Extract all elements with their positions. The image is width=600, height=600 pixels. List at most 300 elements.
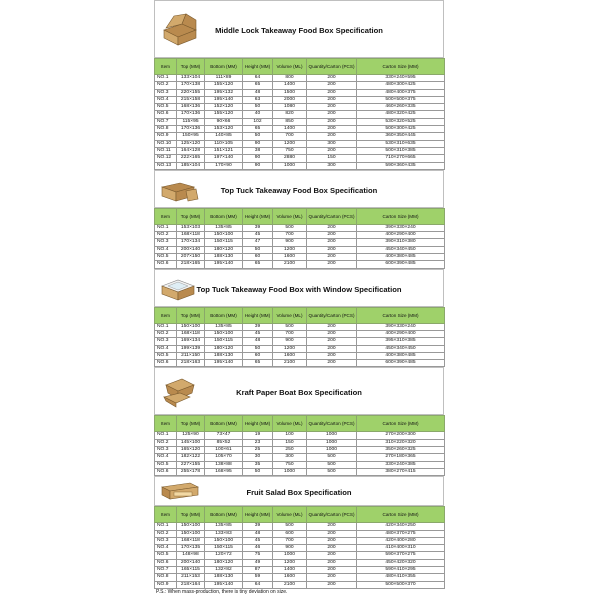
table-cell: 200: [307, 523, 357, 530]
table-cell: 350×260×325: [357, 447, 445, 454]
table-cell: 65: [243, 261, 273, 268]
table-row: [155, 468, 445, 475]
table-cell: NO.3: [155, 338, 177, 345]
table-row: [155, 82, 445, 89]
table-row: [155, 239, 445, 246]
table-cell: NO.4: [155, 246, 177, 253]
section-title: Kraft Paper Boat Box Specification: [236, 388, 362, 398]
table-cell: 115×95: [177, 118, 205, 125]
table-cell: 168×118: [177, 537, 205, 544]
column-header: Item: [155, 59, 177, 75]
table-cell: 39: [243, 224, 273, 231]
table-cell: 1600: [273, 254, 307, 261]
table-cell: 168×136: [177, 104, 205, 111]
table-header-row: [155, 208, 445, 224]
table-cell: NO.3: [155, 239, 177, 246]
table-header-row: [155, 307, 445, 323]
table-cell: 150×100: [205, 537, 243, 544]
table-cell: 195×140: [205, 261, 243, 268]
column-header: Height (MM): [243, 208, 273, 224]
table-cell: NO.5: [155, 254, 177, 261]
column-header: Top (MM): [177, 208, 205, 224]
table-cell: 500×300×425: [357, 126, 445, 133]
table-cell: 200: [307, 126, 357, 133]
table-cell: 38: [243, 147, 273, 154]
table-cell: 200×140: [177, 246, 205, 253]
table-cell: NO.9: [155, 581, 177, 588]
table-cell: 500: [273, 224, 307, 231]
table-cell: 100×61: [205, 447, 243, 454]
table-cell: 135×85: [205, 323, 243, 330]
table-cell: 185×104: [177, 162, 205, 169]
column-header: Height (MM): [243, 416, 273, 432]
table-cell: 850: [273, 118, 307, 125]
table-cell: NO.6: [155, 111, 177, 118]
spec-table: [154, 506, 445, 589]
column-header: Top (MM): [177, 507, 205, 523]
window-box-section: [154, 269, 444, 368]
table-row: [155, 254, 445, 261]
table-cell: 150: [273, 439, 307, 446]
section-header: [154, 269, 444, 307]
table-cell: 182×122: [177, 454, 205, 461]
column-header: Quantity/Carton (PCS): [307, 307, 357, 323]
table-cell: 400×290×400: [357, 232, 445, 239]
table-cell: 227×155: [177, 461, 205, 468]
table-cell: 2100: [273, 581, 307, 588]
table-cell: 590×360×435: [357, 162, 445, 169]
table-cell: NO.6: [155, 559, 177, 566]
column-header: Volume (ML): [273, 507, 307, 523]
specification-sheet: [154, 0, 444, 600]
table-cell: 150×100: [205, 330, 243, 337]
table-cell: 200: [307, 89, 357, 96]
table-cell: 300: [307, 162, 357, 169]
table-cell: NO.3: [155, 89, 177, 96]
table-row: [155, 574, 445, 581]
table-cell: 400×380×485: [357, 254, 445, 261]
table-cell: 390×330×240: [357, 323, 445, 330]
column-header: Carton Size (MM): [357, 59, 445, 75]
table-cell: 200: [307, 133, 357, 140]
table-cell: 63: [243, 96, 273, 103]
table-row: [155, 545, 445, 552]
table-cell: 45: [243, 232, 273, 239]
table-cell: 700: [273, 330, 307, 337]
table-cell: 380×270×415: [357, 468, 445, 475]
table-cell: 153×103: [177, 224, 205, 231]
column-header: Item: [155, 507, 177, 523]
table-cell: 270×180×365: [357, 454, 445, 461]
table-cell: 200: [307, 96, 357, 103]
table-row: [155, 147, 445, 154]
table-cell: 590×370×275: [357, 552, 445, 559]
table-row: [155, 126, 445, 133]
column-header: Bottom (MM): [205, 208, 243, 224]
table-cell: 200×140: [177, 559, 205, 566]
table-cell: 900: [273, 545, 307, 552]
table-cell: 1000: [307, 439, 357, 446]
table-row: [155, 338, 445, 345]
table-cell: 1600: [273, 574, 307, 581]
table-cell: 50: [243, 104, 273, 111]
table-cell: 395×310×385: [357, 338, 445, 345]
table-cell: NO.5: [155, 352, 177, 359]
table-cell: 168×95: [205, 468, 243, 475]
table-cell: 50: [243, 345, 273, 352]
middle-lock-section: [154, 0, 444, 170]
table-cell: 360×350×445: [357, 133, 445, 140]
table-cell: NO.12: [155, 155, 177, 162]
section-title: Middle Lock Takeaway Food Box Specification: [215, 26, 383, 35]
table-cell: 39: [243, 323, 273, 330]
table-row: [155, 454, 445, 461]
column-header: Item: [155, 208, 177, 224]
table-cell: 1080: [273, 104, 307, 111]
boat-box-section: [154, 367, 444, 476]
table-cell: 59: [243, 574, 273, 581]
table-cell: 200: [307, 147, 357, 154]
table-cell: 390×330×240: [357, 224, 445, 231]
column-header: Carton Size (MM): [357, 208, 445, 224]
column-header: Top (MM): [177, 416, 205, 432]
table-cell: 45: [243, 330, 273, 337]
table-cell: NO.7: [155, 566, 177, 573]
table-cell: 133×83: [205, 530, 243, 537]
table-cell: 900: [273, 239, 307, 246]
table-cell: 200: [307, 111, 357, 118]
table-cell: 188×130: [205, 574, 243, 581]
table-cell: 211×153: [177, 574, 205, 581]
table-row: [155, 523, 445, 530]
table-cell: 1400: [273, 82, 307, 89]
table-cell: 500×500×375: [357, 96, 445, 103]
table-cell: 200: [307, 232, 357, 239]
column-header: Item: [155, 307, 177, 323]
table-cell: 1500: [273, 89, 307, 96]
table-row: [155, 552, 445, 559]
table-cell: 750: [273, 147, 307, 154]
table-cell: 200: [307, 537, 357, 544]
table-cell: 145×100: [177, 439, 205, 446]
table-cell: 900: [273, 338, 307, 345]
table-cell: 102: [243, 118, 273, 125]
table-cell: 40: [243, 111, 273, 118]
table-row: [155, 559, 445, 566]
table-cell: 155×120: [205, 82, 243, 89]
section-header: [154, 0, 444, 58]
column-header: Height (MM): [243, 307, 273, 323]
column-header: Volume (ML): [273, 59, 307, 75]
table-body: [155, 432, 445, 476]
table-cell: 200: [307, 323, 357, 330]
table-cell: 200: [307, 118, 357, 125]
table-cell: 1000: [273, 162, 307, 169]
table-cell: 270×200×300: [357, 432, 445, 439]
table-cell: 45: [243, 537, 273, 544]
table-cell: 200: [307, 545, 357, 552]
table-cell: 25: [243, 447, 273, 454]
table-cell: 530×310×635: [357, 140, 445, 147]
table-cell: 200: [307, 530, 357, 537]
table-cell: 73×47: [205, 432, 243, 439]
table-cell: 125×120: [177, 140, 205, 147]
table-cell: 200: [307, 239, 357, 246]
table-cell: 135×85: [205, 523, 243, 530]
table-cell: 150×100: [205, 232, 243, 239]
table-cell: NO.9: [155, 133, 177, 140]
table-cell: 30: [243, 454, 273, 461]
section-title: Fruit Salad Box Specification: [246, 488, 352, 498]
column-header: Bottom (MM): [205, 59, 243, 75]
table-cell: 200: [307, 574, 357, 581]
table-cell: 200: [307, 360, 357, 367]
table-row: [155, 118, 445, 125]
spec-table: [154, 208, 445, 269]
table-row: [155, 566, 445, 573]
table-cell: 480×370×275: [357, 530, 445, 537]
section-header: [154, 170, 444, 208]
table-cell: 151×121: [205, 147, 243, 154]
table-cell: 48: [243, 338, 273, 345]
spec-table: [154, 307, 445, 368]
table-cell: 165×115: [177, 566, 205, 573]
section-title: Top Tuck Takeaway Food Box Specification: [220, 185, 378, 195]
table-cell: 170×138: [177, 82, 205, 89]
table-cell: 2000: [273, 96, 307, 103]
table-cell: 1600: [273, 352, 307, 359]
table-cell: 600×390×485: [357, 360, 445, 367]
table-cell: 168×118: [177, 330, 205, 337]
table-row: [155, 261, 445, 268]
table-cell: 164×128: [177, 147, 205, 154]
column-header: Quantity/Carton (PCS): [307, 416, 357, 432]
column-header: Height (MM): [243, 507, 273, 523]
table-header-row: [155, 416, 445, 432]
table-cell: 195×140: [205, 96, 243, 103]
table-cell: 215×158: [177, 96, 205, 103]
table-cell: 400×380×485: [357, 352, 445, 359]
table-cell: 49: [243, 559, 273, 566]
table-cell: 150×100: [177, 323, 205, 330]
table-cell: NO.6: [155, 468, 177, 475]
table-cell: 46: [243, 545, 273, 552]
table-cell: 590×410×295: [357, 566, 445, 573]
table-cell: 500: [273, 523, 307, 530]
table-cell: 195×132: [205, 89, 243, 96]
table-cell: 90: [243, 155, 273, 162]
table-cell: 90: [243, 140, 273, 147]
table-cell: NO.2: [155, 330, 177, 337]
table-cell: 110×105: [205, 140, 243, 147]
table-cell: 111×89: [205, 75, 243, 82]
table-cell: NO.3: [155, 537, 177, 544]
table-row: [155, 447, 445, 454]
column-header: Height (MM): [243, 59, 273, 75]
table-cell: 148×98: [177, 552, 205, 559]
table-cell: 132×82: [205, 566, 243, 573]
table-cell: 220×155: [177, 89, 205, 96]
table-cell: 820: [273, 111, 307, 118]
table-cell: 150×115: [205, 545, 243, 552]
table-cell: 1200: [273, 345, 307, 352]
table-cell: 410×400×310: [357, 545, 445, 552]
table-cell: 48: [243, 530, 273, 537]
table-cell: 195×140: [205, 360, 243, 367]
table-row: [155, 352, 445, 359]
table-cell: 39: [243, 523, 273, 530]
table-row: [155, 530, 445, 537]
table-cell: 222×165: [177, 155, 205, 162]
table-body: [155, 75, 445, 170]
table-cell: 207×150: [177, 254, 205, 261]
table-cell: 170×136: [177, 126, 205, 133]
table-cell: 200: [307, 581, 357, 588]
table-cell: 170×134: [177, 239, 205, 246]
column-header: Item: [155, 416, 177, 432]
table-row: [155, 232, 445, 239]
table-cell: 300: [307, 140, 357, 147]
table-cell: NO.2: [155, 439, 177, 446]
table-cell: NO.13: [155, 162, 177, 169]
table-cell: 65: [243, 82, 273, 89]
table-cell: NO.7: [155, 118, 177, 125]
table-cell: 530×320×525: [357, 118, 445, 125]
section-title: Top Tuck Takeaway Food Box with Window Specification: [196, 284, 402, 294]
column-header: Carton Size (MM): [357, 416, 445, 432]
column-header: Top (MM): [177, 59, 205, 75]
table-row: [155, 439, 445, 446]
section-header: [154, 476, 444, 506]
table-cell: 64: [243, 581, 273, 588]
table-row: [155, 581, 445, 588]
table-cell: 135×85: [205, 224, 243, 231]
table-cell: 200: [307, 104, 357, 111]
table-cell: 180×120: [205, 246, 243, 253]
table-cell: 50: [243, 246, 273, 253]
table-header-row: [155, 507, 445, 523]
table-cell: 155×120: [205, 111, 243, 118]
table-cell: 700: [273, 537, 307, 544]
table-cell: NO.5: [155, 461, 177, 468]
column-header: Quantity/Carton (PCS): [307, 208, 357, 224]
table-cell: 200: [307, 338, 357, 345]
table-cell: 200: [307, 246, 357, 253]
table-cell: 23: [243, 439, 273, 446]
table-cell: 750: [273, 461, 307, 468]
table-row: [155, 537, 445, 544]
table-cell: 218×163: [177, 360, 205, 367]
table-row: [155, 224, 445, 231]
table-cell: 60: [243, 254, 273, 261]
table-row: [155, 89, 445, 96]
table-body: [155, 224, 445, 268]
table-row: [155, 155, 445, 162]
table-cell: 300: [273, 454, 307, 461]
table-cell: 2880: [273, 155, 307, 162]
table-cell: 120×72: [205, 552, 243, 559]
table-cell: 35: [243, 461, 273, 468]
table-cell: NO.8: [155, 574, 177, 581]
table-cell: 50: [243, 468, 273, 475]
table-cell: 150×115: [205, 338, 243, 345]
table-cell: 169×134: [177, 338, 205, 345]
table-cell: 90×66: [205, 118, 243, 125]
table-cell: 710×270×665: [357, 155, 445, 162]
table-cell: 500: [307, 461, 357, 468]
table-cell: 138×88: [205, 461, 243, 468]
table-cell: 64: [243, 75, 273, 82]
table-row: [155, 133, 445, 140]
table-cell: 150: [307, 155, 357, 162]
table-cell: NO.1: [155, 432, 177, 439]
table-cell: 87: [243, 566, 273, 573]
table-cell: 218×165: [177, 261, 205, 268]
table-header-row: [155, 59, 445, 75]
table-cell: 218×164: [177, 581, 205, 588]
table-cell: 125×90: [177, 432, 205, 439]
column-header: Carton Size (MM): [357, 507, 445, 523]
table-cell: NO.1: [155, 224, 177, 231]
table-cell: NO.6: [155, 261, 177, 268]
table-cell: 211×150: [177, 352, 205, 359]
table-cell: 1400: [273, 566, 307, 573]
column-header: Volume (ML): [273, 208, 307, 224]
table-cell: 150×95: [177, 133, 205, 140]
table-cell: 150×100: [177, 530, 205, 537]
table-cell: 1200: [273, 559, 307, 566]
table-cell: 75: [243, 552, 273, 559]
table-cell: NO.4: [155, 345, 177, 352]
table-cell: 65: [243, 126, 273, 133]
table-cell: 800: [273, 75, 307, 82]
table-cell: 105×70: [205, 454, 243, 461]
table-cell: NO.1: [155, 523, 177, 530]
table-cell: 600×390×485: [357, 261, 445, 268]
table-cell: 195×140: [205, 581, 243, 588]
table-cell: 500×310×385: [357, 147, 445, 154]
table-cell: NO.3: [155, 447, 177, 454]
table-cell: 197×140: [205, 155, 243, 162]
table-row: [155, 75, 445, 82]
table-cell: NO.5: [155, 552, 177, 559]
table-cell: 65: [243, 360, 273, 367]
column-header: Carton Size (MM): [357, 307, 445, 323]
table-cell: 180×120: [205, 559, 243, 566]
table-cell: 390×310×380: [357, 239, 445, 246]
table-row: [155, 140, 445, 147]
table-cell: 200: [307, 261, 357, 268]
table-cell: 450×420×320: [357, 559, 445, 566]
table-cell: 153×120: [205, 126, 243, 133]
column-header: Quantity/Carton (PCS): [307, 59, 357, 75]
table-cell: 200: [307, 345, 357, 352]
table-cell: 170×136: [177, 111, 205, 118]
table-cell: 50: [243, 133, 273, 140]
top-tuck-section: [154, 170, 444, 269]
table-cell: 47: [243, 239, 273, 246]
table-cell: 700: [273, 133, 307, 140]
table-row: [155, 345, 445, 352]
table-cell: 1000: [307, 447, 357, 454]
table-cell: 200: [307, 552, 357, 559]
table-cell: 200: [307, 82, 357, 89]
table-cell: 200: [307, 254, 357, 261]
table-cell: 150×115: [205, 239, 243, 246]
table-cell: NO.1: [155, 75, 177, 82]
table-cell: 170×90: [205, 162, 243, 169]
table-cell: 133×104: [177, 75, 205, 82]
